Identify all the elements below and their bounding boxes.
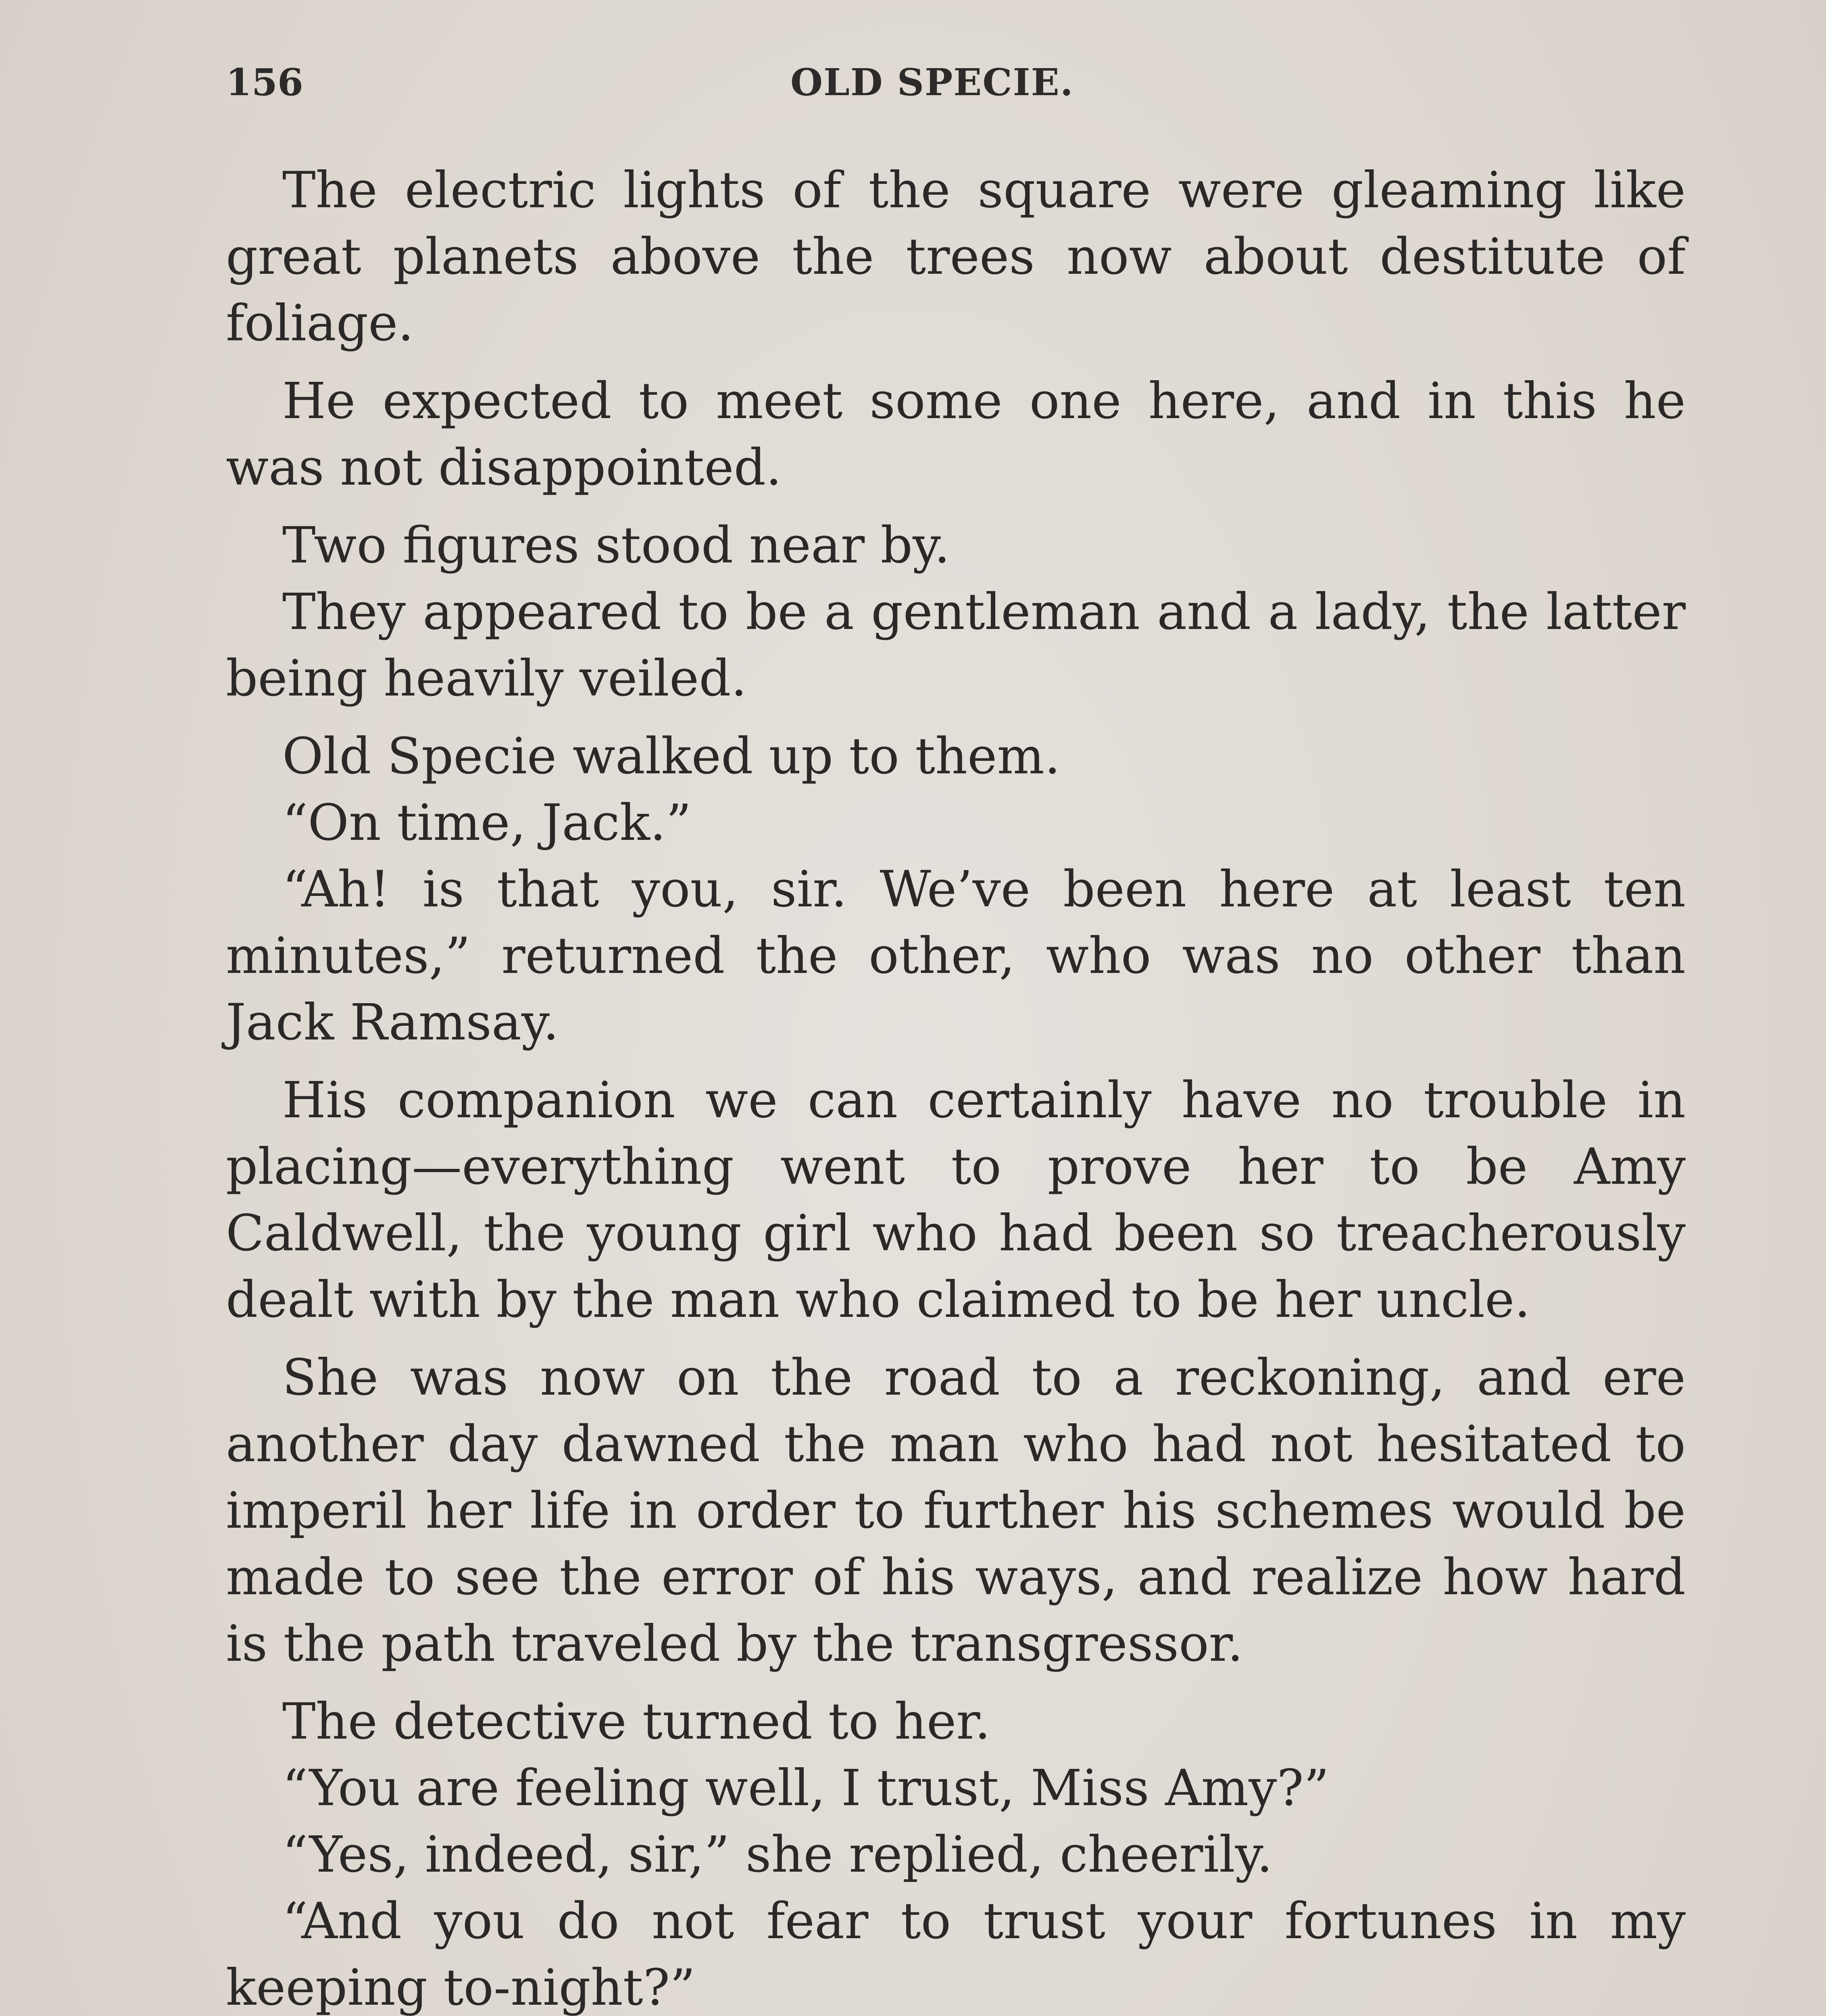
paragraph: “Yes, indeed, sir,” she replied, cheerily.: [282, 1826, 1273, 1884]
paragraph: The electric lights of the square were gleaming like great planets above the trees now about destitute of foliage.: [226, 161, 1686, 352]
body-text: [226, 157, 1686, 2016]
paragraph: She was now on the road to a reckoning, and ere another day dawned the man who had not hesitated to imperil her life in order to further his schemes would be made to see the error of his ways, and realize how hard is the path traveled by the transgressor.: [226, 1349, 1686, 1673]
paragraph: He expected to meet some one here, and in this he was not disappointed.: [226, 372, 1686, 497]
paragraph: His companion we can certainly have no trouble in placing—everything went to prove her to be Amy Caldwell, the young girl who had been so treacherously dealt with by the man who claimed to be her uncle.: [226, 1071, 1686, 1329]
paragraph: The detective turned to her.: [282, 1693, 991, 1751]
paragraph: They appeared to be a gentleman and a lady, the latter being heavily veiled.: [226, 583, 1686, 708]
paragraph: Two figures stood near by.: [282, 516, 950, 575]
paragraph: “On time, Jack.”: [282, 794, 692, 852]
paragraph: “You are feeling well, I trust, Miss Amy?”: [282, 1759, 1330, 1817]
paragraph: Old Specie walked up to them.: [282, 727, 1061, 785]
running-title: OLD SPECIE.: [790, 60, 1074, 104]
paragraph: “Ah! is that you, sir. We’ve been here at least ten minutes,” returned the other, who was no other than Jack Ramsay.: [226, 860, 1686, 1052]
page-header: [226, 60, 1678, 113]
paragraph: “And you do not fear to trust your fortunes in my keeping to-night?”: [226, 1892, 1686, 2016]
page-number: 156: [226, 60, 304, 104]
